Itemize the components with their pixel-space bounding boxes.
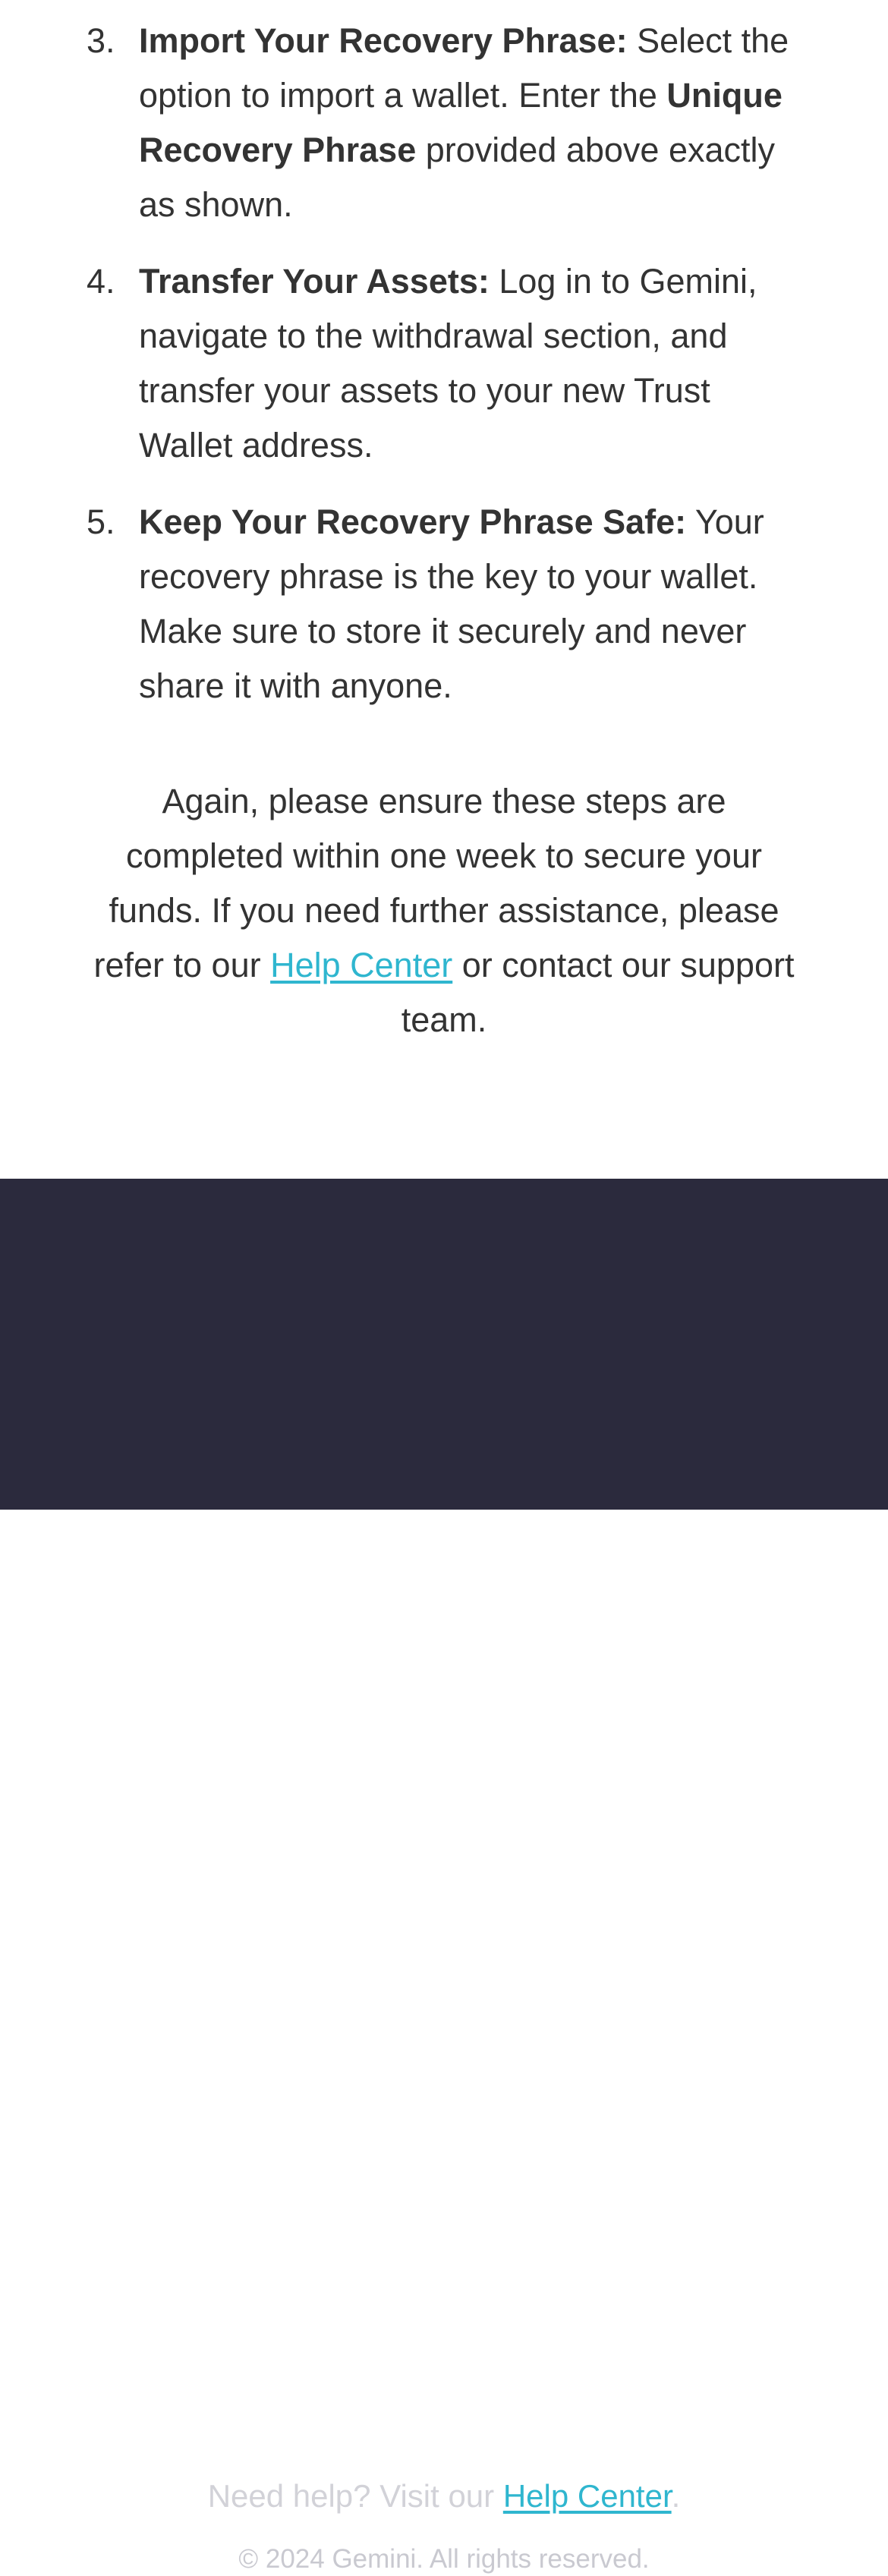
footer-help-center-link[interactable]: Help Center xyxy=(502,2478,672,2514)
step-text: Select the option to import a wallet. Enter the xyxy=(139,21,789,115)
step-title: Transfer Your Assets: xyxy=(139,262,490,301)
step-item-5 xyxy=(83,495,797,713)
step-text: Your recovery phrase is the key to your wallet. Make sure to store it securely and never share it with anyone. xyxy=(139,502,764,705)
copyright-text: © 2024 Gemini. All rights reserved. xyxy=(238,2544,650,2574)
step-item-3 xyxy=(83,14,797,232)
help-center-link[interactable]: Help Center xyxy=(270,946,453,984)
footer-help-line xyxy=(0,2477,888,2516)
step-text: provided above exactly as shown. xyxy=(139,131,776,224)
step-title: Import Your Recovery Phrase: xyxy=(139,21,628,60)
closing-text: or contact our support team. xyxy=(401,946,795,1039)
step-item-4 xyxy=(83,254,797,473)
footer-help-suffix: . xyxy=(671,2478,681,2514)
email-content xyxy=(0,0,888,1179)
step-title: Keep Your Recovery Phrase Safe: xyxy=(139,502,687,541)
closing-text: Again, please ensure these steps are completed within one week to secure your funds. If you need further assistance, please refer to our xyxy=(93,782,779,984)
footer-help-prefix: Need help? Visit our xyxy=(207,2478,503,2514)
step-number: 3. xyxy=(87,21,115,60)
step-text: Log in to Gemini, navigate to the withdrawal section, and transfer your assets to your new Trust Wallet address. xyxy=(139,262,757,464)
steps-list xyxy=(83,14,797,735)
closing-paragraph xyxy=(83,774,805,1047)
step-bold-phrase: Unique Recovery Phrase xyxy=(139,76,783,169)
footer xyxy=(0,1179,888,2574)
step-number: 4. xyxy=(87,262,115,301)
step-number: 5. xyxy=(87,502,115,541)
